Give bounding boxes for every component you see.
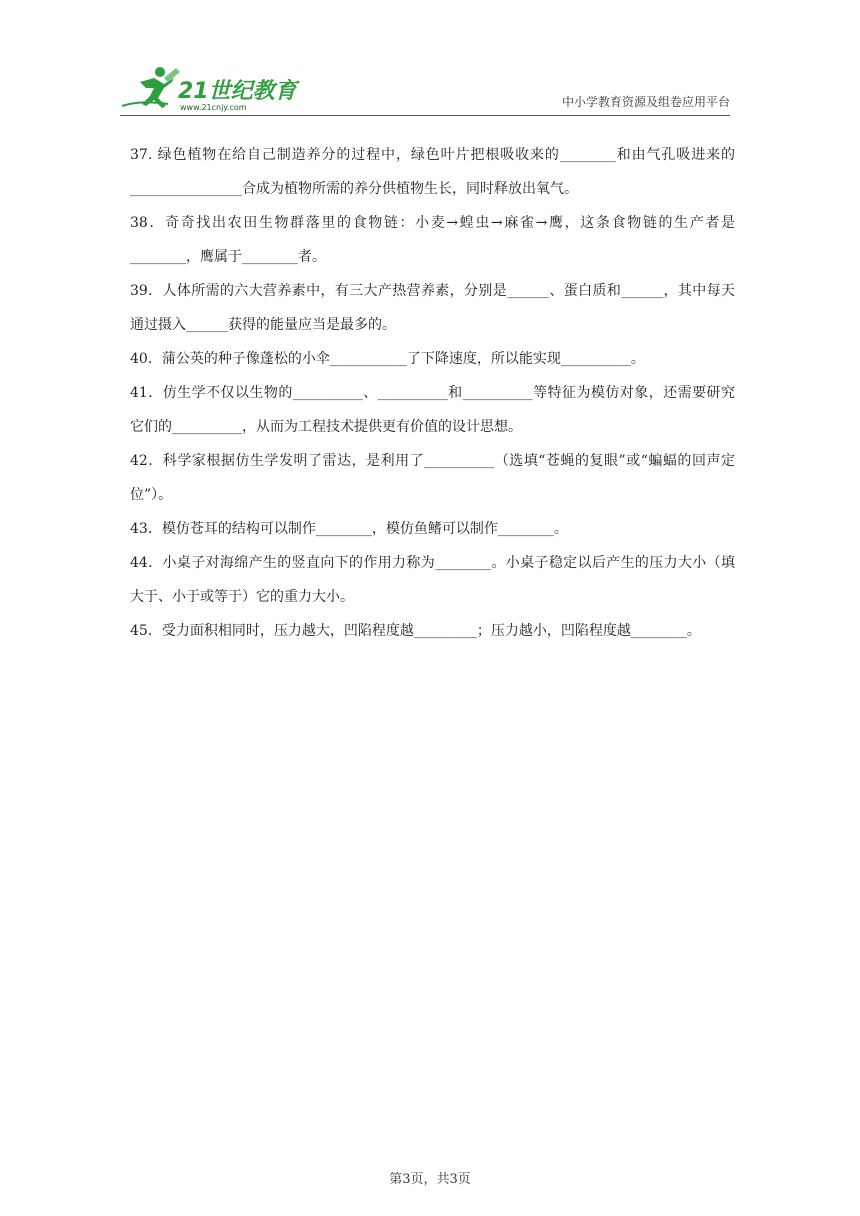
question-41: 41．仿生学不仅以生物的__________、__________和__________等特征为模仿对象，还需要研究它们的__________，从而为工程技术提供更有价值的设计思想。	[130, 385, 735, 435]
question-39: 39．人体所需的六大营养素中，有三大产热营养素，分别是______、蛋白质和______，其中每天通过摄入______获得的能量应当是最多的。	[130, 283, 735, 333]
question-43: 43．模仿苍耳的结构可以制作________，模仿鱼鳍可以制作________。	[130, 521, 568, 537]
header-divider	[120, 115, 730, 116]
question-40: 40．蒲公英的种子像蓬松的小伞___________了下降速度，所以能实现__________。	[130, 351, 645, 367]
question-45: 45．受力面积相同时，压力越大，凹陷程度越_________；压力越小，凹陷程度越________。	[130, 623, 701, 639]
logo-url: www.21cnjy.com	[180, 103, 247, 112]
logo-graphic	[120, 64, 300, 116]
page-header	[120, 64, 730, 116]
running-figure-icon	[122, 67, 180, 108]
page-number: 第3页，共3页	[389, 1172, 471, 1187]
logo	[120, 64, 300, 116]
platform-name: 中小学教育资源及组卷应用平台	[561, 95, 730, 109]
logo-text: 21世纪教育	[178, 79, 297, 104]
question-44: 44．小桌子对海绵产生的竖直向下的作用力称为________。小桌子稳定以后产生的压力大小（填大于、小于或等于）它的重力大小。	[130, 555, 735, 605]
question-37: 37. 绿色植物在给自己制造养分的过程中，绿色叶片把根吸收来的________和由气孔吸进来的________________合成为植物所需的养分供植物生长，同时释放出氧气。	[130, 147, 735, 197]
question-42: 42．科学家根据仿生学发明了雷达，是利用了__________（选填“苍蝇的复眼”或“蝙蝠的回声定位”）。	[130, 453, 735, 503]
question-38: 38．奇奇找出农田生物群落里的食物链：小麦→蝗虫→麻雀→鹰，这条食物链的生产者是________，鹰属于________者。	[130, 215, 735, 265]
question-list	[130, 138, 735, 648]
